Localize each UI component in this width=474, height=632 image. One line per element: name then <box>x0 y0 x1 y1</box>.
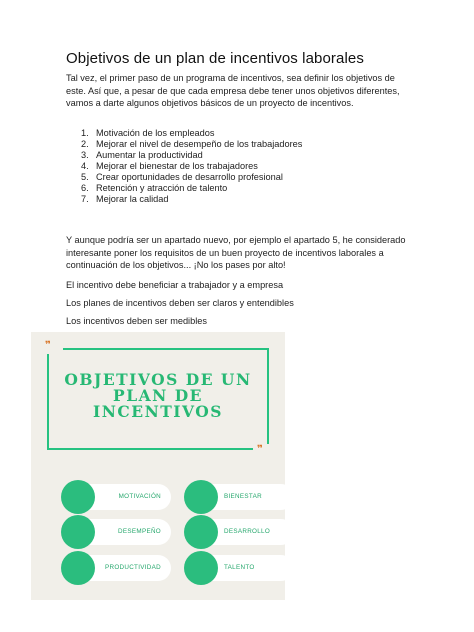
requirement-line: Los planes de incentivos deben ser claros y entendibles <box>66 298 294 308</box>
list-number: 3. <box>81 150 89 160</box>
requirement-line: El incentivo debe beneficiar a trabajador y a empresa <box>66 280 284 290</box>
pill-label: DESARROLLO <box>224 528 271 535</box>
closing-paragraph: Y aunque podría ser un apartado nuevo, por ejemplo el apartado 5, he considerado interesante poner los requisitos de un buen proyecto de incentivos laborales a continuación de los objetivos... ¡No los pases por alto! <box>66 235 406 270</box>
list-number: 6. <box>81 183 89 193</box>
list-text: Crear oportunidades de desarrollo profesional <box>96 172 283 182</box>
list-item <box>66 183 396 194</box>
infographic-title <box>47 372 269 420</box>
quote-mark-icon: ❞ <box>257 444 263 455</box>
list-item <box>66 172 396 183</box>
objective-pill <box>196 484 294 510</box>
intro-paragraph: Tal vez, el primer paso de un programa de incentivos, sea definir los objetivos de este. Así que, a pesar de que cada empresa debe tener unos objetivos diferentes, vamos a darte algunos objetivos básicos de un proyecto de incentivos. <box>66 73 400 108</box>
list-number: 5. <box>81 172 89 182</box>
list-item <box>66 194 396 205</box>
list-number: 4. <box>81 161 89 171</box>
objective-pill <box>196 519 294 545</box>
infographic-image <box>31 332 285 600</box>
list-number: 1. <box>81 128 89 138</box>
list-number: 2. <box>81 139 89 149</box>
green-circle-icon <box>184 551 218 585</box>
list-item <box>66 139 396 150</box>
list-text: Mejorar la calidad <box>96 194 169 204</box>
document-title: Objetivos de un plan de incentivos laborales <box>66 50 364 67</box>
list-text: Motivación de los empleados <box>96 128 215 138</box>
pill-label: BIENESTAR <box>224 493 262 500</box>
green-circle-icon <box>184 515 218 549</box>
list-item <box>66 128 396 139</box>
list-text: Mejorar el nivel de desempeño de los trabajadores <box>96 139 303 149</box>
objective-pill <box>73 519 171 545</box>
objectives-list <box>66 128 396 205</box>
pill-label: MOTIVACIÓN <box>118 493 161 500</box>
objective-pill <box>73 484 171 510</box>
green-circle-icon <box>61 551 95 585</box>
requirement-line: Los incentivos deben ser medibles <box>66 316 207 326</box>
list-number: 7. <box>81 194 89 204</box>
list-item <box>66 161 396 172</box>
list-text: Mejorar el bienestar de los trabajadores <box>96 161 258 171</box>
pill-label: TALENTO <box>224 564 255 571</box>
green-circle-icon <box>61 515 95 549</box>
green-circle-icon <box>184 480 218 514</box>
quote-mark-icon: ❞ <box>45 340 51 351</box>
list-text: Aumentar la productividad <box>96 150 203 160</box>
pill-label: PRODUCTIVIDAD <box>104 564 161 571</box>
list-item <box>66 150 396 161</box>
pill-label: DESEMPEÑO <box>118 528 161 535</box>
infographic-title-line: OBJETIVOS DE UN <box>64 370 252 389</box>
green-circle-icon <box>61 480 95 514</box>
list-text: Retención y atracción de talento <box>96 183 228 193</box>
objective-pill <box>196 555 294 581</box>
objective-pill <box>73 555 171 581</box>
infographic-title-line: PLAN DE INCENTIVOS <box>93 386 223 421</box>
